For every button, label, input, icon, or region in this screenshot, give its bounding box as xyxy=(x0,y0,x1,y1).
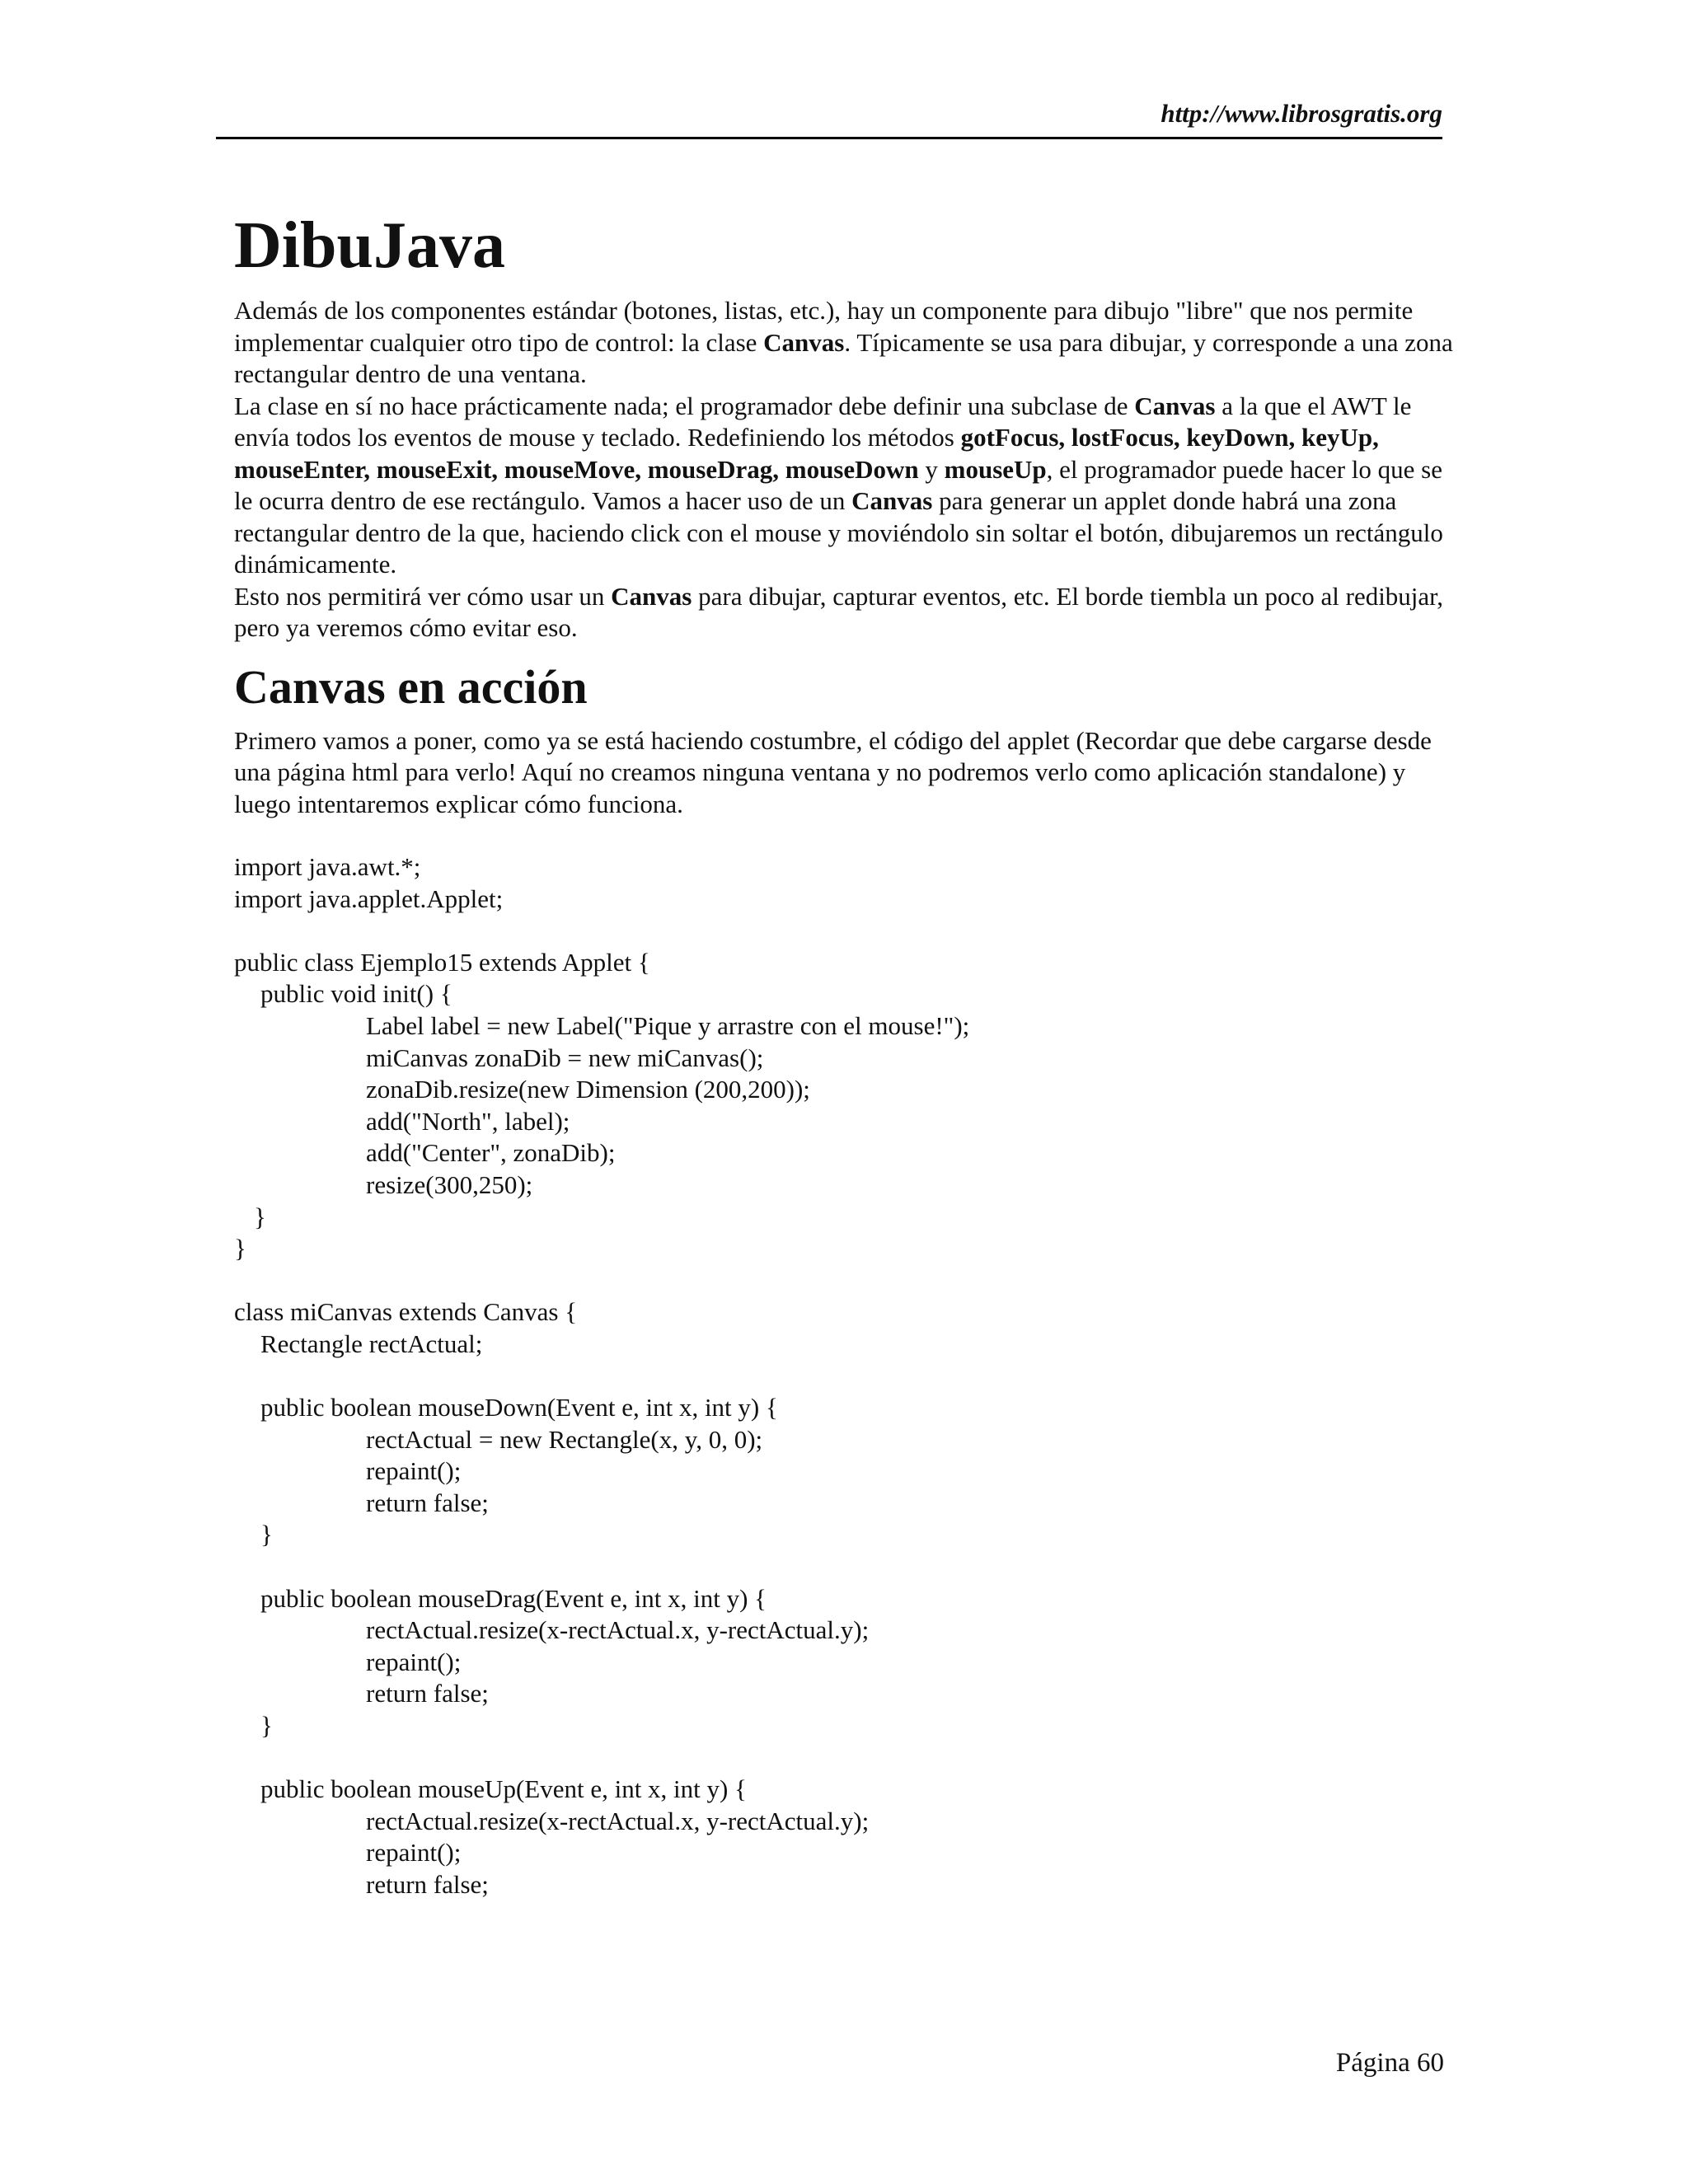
text-run: , el programador puede hacer lo que se le ocurra dentro de ese rectángulo. Vamos a hacer uso de un xyxy=(234,454,1442,515)
bold-term: Canvas xyxy=(763,327,845,357)
code-line: import java.awt.*; xyxy=(234,852,421,881)
bold-term: Canvas xyxy=(851,486,933,515)
text-run: . Típicamente se usa para dibujar, y corresponde a una zona rectangular dentro de una ventana. xyxy=(234,327,1453,388)
code-line: rectActual.resize(x-rectActual.x, y-rectActual.y); xyxy=(366,1615,870,1645)
text-run: para generar un applet donde habrá una zona rectangular dentro de la que, haciendo click con el mouse y moviéndolo sin soltar el botón, dibujaremos un rectángulo dinámicamente. xyxy=(234,486,1443,579)
code-line xyxy=(234,1551,1454,1583)
page-number: Página 60 xyxy=(1335,2048,1444,2078)
code-line: public class Ejemplo15 extends Applet { xyxy=(234,947,650,977)
section-paragraph: Primero vamos a poner, como ya se está haciendo costumbre, el código del applet (Recordar que debe cargarse desde una página html para verlo! Aquí no creamos ninguna ventana y no podremos verlo como aplicación standalone) y luego intentaremos explicar cómo funciona. xyxy=(234,725,1432,818)
code-line: } xyxy=(234,1234,246,1263)
text-run: Además de los componentes estándar (botones, listas, etc.), hay un componente para dibujo "libre" que nos permite implementar cualquier otro tipo de control: la clase xyxy=(234,296,1414,357)
code-line: public boolean mouseDown(Event e, int x, int y) { xyxy=(260,1393,778,1422)
text-run: y xyxy=(918,454,945,484)
text-run: a la que el AWT le envía todos los eventos de mouse y teclado. Redefiniendo los métodos xyxy=(234,391,1412,452)
bold-term: gotFocus, lostFocus, keyDown, keyUp, mouseEnter, mouseExit, mouseMove, mouseDrag, mouseDown xyxy=(234,423,1379,484)
code-line: public void init() { xyxy=(260,979,452,1009)
code-line: return false; xyxy=(366,1679,489,1708)
text-run: Esto nos permitirá ver cómo usar un xyxy=(234,581,612,611)
code-line: public boolean mouseDrag(Event e, int x, int y) { xyxy=(260,1583,767,1613)
text-run: para dibujar, capturar eventos, etc. El borde tiembla un poco al redibujar, pero ya veremos cómo evitar eso. xyxy=(234,581,1444,642)
code-line: add("Center", zonaDib); xyxy=(366,1138,616,1168)
code-line: class miCanvas extends Canvas { xyxy=(234,1297,578,1327)
code-line: public boolean mouseUp(Event e, int x, int y) { xyxy=(260,1774,747,1804)
code-line: repaint(); xyxy=(366,1838,462,1868)
intro-paragraph-3 xyxy=(234,581,1454,644)
page-content xyxy=(234,204,1454,1901)
code-line: return false; xyxy=(366,1870,489,1899)
code-line xyxy=(234,1742,1454,1774)
code-line: rectActual = new Rectangle(x, y, 0, 0); xyxy=(366,1424,763,1454)
page-header xyxy=(216,97,1442,139)
code-line: Rectangle rectActual; xyxy=(260,1329,483,1358)
intro-paragraph-2 xyxy=(234,391,1454,581)
bold-term: Canvas xyxy=(1134,391,1216,420)
code-line: zonaDib.resize(new Dimension (200,200)); xyxy=(366,1075,810,1104)
code-line: resize(300,250); xyxy=(366,1169,533,1199)
code-listing xyxy=(234,851,1454,1901)
header-url: http://www.librosgratis.org xyxy=(1160,99,1442,128)
section-title: Canvas en acción xyxy=(234,659,588,714)
code-line: miCanvas zonaDib = new miCanvas(); xyxy=(366,1043,764,1072)
code-line: } xyxy=(260,1520,273,1549)
code-line xyxy=(234,1265,1454,1297)
code-line: } xyxy=(254,1202,266,1231)
code-line: } xyxy=(260,1711,273,1741)
code-line: repaint(); xyxy=(366,1456,462,1486)
code-line: add("North", label); xyxy=(366,1106,570,1136)
code-line: Label label = new Label("Pique y arrastre con el mouse!"); xyxy=(366,1010,970,1040)
page-title: DibuJava xyxy=(234,209,505,282)
code-line: return false; xyxy=(366,1488,489,1517)
code-line: rectActual.resize(x-rectActual.x, y-rectActual.y); xyxy=(366,1806,870,1835)
code-line xyxy=(234,915,1454,947)
code-line: repaint(); xyxy=(366,1647,462,1676)
intro-paragraph-1 xyxy=(234,295,1454,391)
bold-term: Canvas xyxy=(611,581,692,611)
bold-term: mouseUp xyxy=(944,454,1047,484)
code-line: import java.applet.Applet; xyxy=(234,883,504,913)
text-run: La clase en sí no hace prácticamente nada; el programador debe definir una subclase de xyxy=(234,391,1135,420)
code-line xyxy=(234,1361,1454,1393)
